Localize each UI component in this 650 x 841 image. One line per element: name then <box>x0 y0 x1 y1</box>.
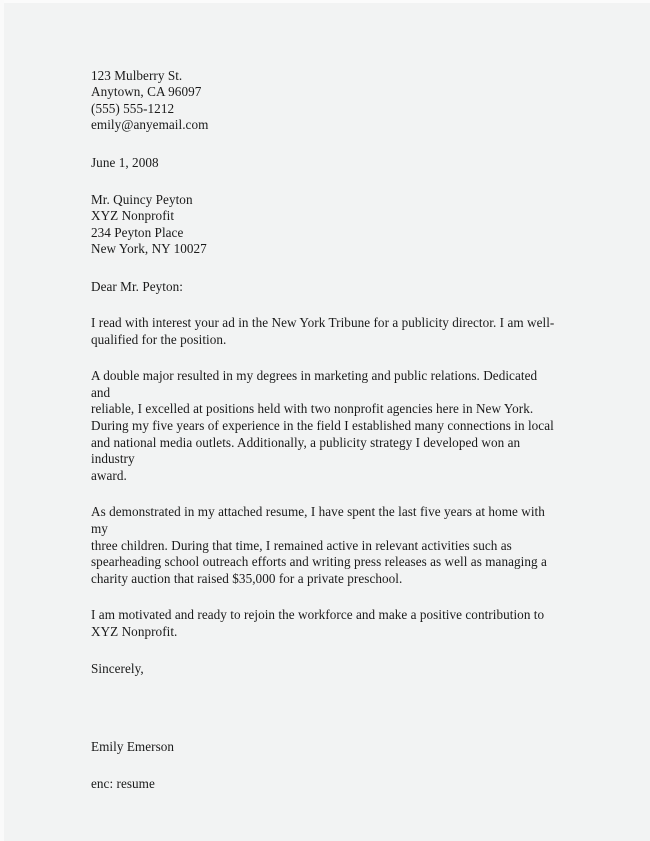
recipient-organization: XYZ Nonprofit <box>91 208 175 224</box>
paragraph-line: A double major resulted in my degrees in marketing and public relations. Dedicated and <box>91 368 541 400</box>
spacer <box>91 641 559 661</box>
spacer <box>91 258 559 279</box>
recipient-street: 234 Peyton Place <box>91 224 184 240</box>
paragraph-line: reliable, I excelled at positions held with two nonprofit agencies here in New York. <box>91 401 534 417</box>
salutation-text: Dear Mr. Peyton: <box>91 278 183 294</box>
paragraph-line: three children. During that time, I remained active in relevant activities such as <box>91 537 512 553</box>
paragraph-line: XYZ Nonprofit. <box>91 623 178 639</box>
paragraph-line: As demonstrated in my attached resume, I have spent the last five years at home with my <box>91 504 549 536</box>
letter-date <box>91 155 559 171</box>
sender-email: emily@anyemail.com <box>91 117 209 133</box>
paragraph-line: charity auction that raised $35,000 for a private preschool. <box>91 570 403 586</box>
signature-space <box>91 677 559 739</box>
sender-address-block <box>91 68 559 134</box>
paragraph-line: award. <box>91 467 127 483</box>
closing-text: Sincerely, <box>91 660 144 676</box>
sender-address-line: 123 Mulberry St. <box>91 68 183 83</box>
spacer <box>91 348 559 368</box>
paragraph-line: and national media outlets. Additionally, a publicity strategy I developed won an industry <box>91 434 524 467</box>
paragraph-line: I read with interest your ad in the New York Tribune for a publicity director. I am well- <box>91 315 555 331</box>
paragraph-line: qualified for the position. <box>91 331 227 347</box>
enclosure-text: enc: resume <box>91 776 155 792</box>
signature-name-text: Emily Emerson <box>91 738 175 754</box>
letter-date-text: June 1, 2008 <box>91 154 159 170</box>
body-paragraph-3 <box>91 504 559 587</box>
spacer <box>91 134 559 155</box>
letter-body <box>91 68 559 793</box>
salutation <box>91 279 559 295</box>
spacer <box>91 484 559 504</box>
spacer <box>91 587 559 607</box>
paragraph-line: I am motivated and ready to rejoin the workforce and make a positive contribution to <box>91 607 545 623</box>
body-paragraph-4 <box>91 607 559 640</box>
sender-phone: (555) 555-1212 <box>91 100 175 116</box>
closing <box>91 661 559 677</box>
sender-address-line: Anytown, CA 96097 <box>91 84 202 100</box>
enclosure-notation <box>91 776 559 792</box>
paragraph-line: spearheading school outreach efforts and writing press releases as well as managing a <box>91 554 547 570</box>
signature-name <box>91 739 559 755</box>
spacer <box>91 755 559 776</box>
paragraph-line: During my five years of experience in the field I established many connections in local <box>91 418 554 434</box>
recipient-city-state-zip: New York, NY 10027 <box>91 241 207 257</box>
body-paragraph-1 <box>91 315 559 348</box>
recipient-address-block <box>91 192 559 258</box>
recipient-name: Mr. Quincy Peyton <box>91 192 193 208</box>
spacer <box>91 295 559 315</box>
body-paragraph-2 <box>91 368 559 484</box>
spacer <box>91 171 559 192</box>
